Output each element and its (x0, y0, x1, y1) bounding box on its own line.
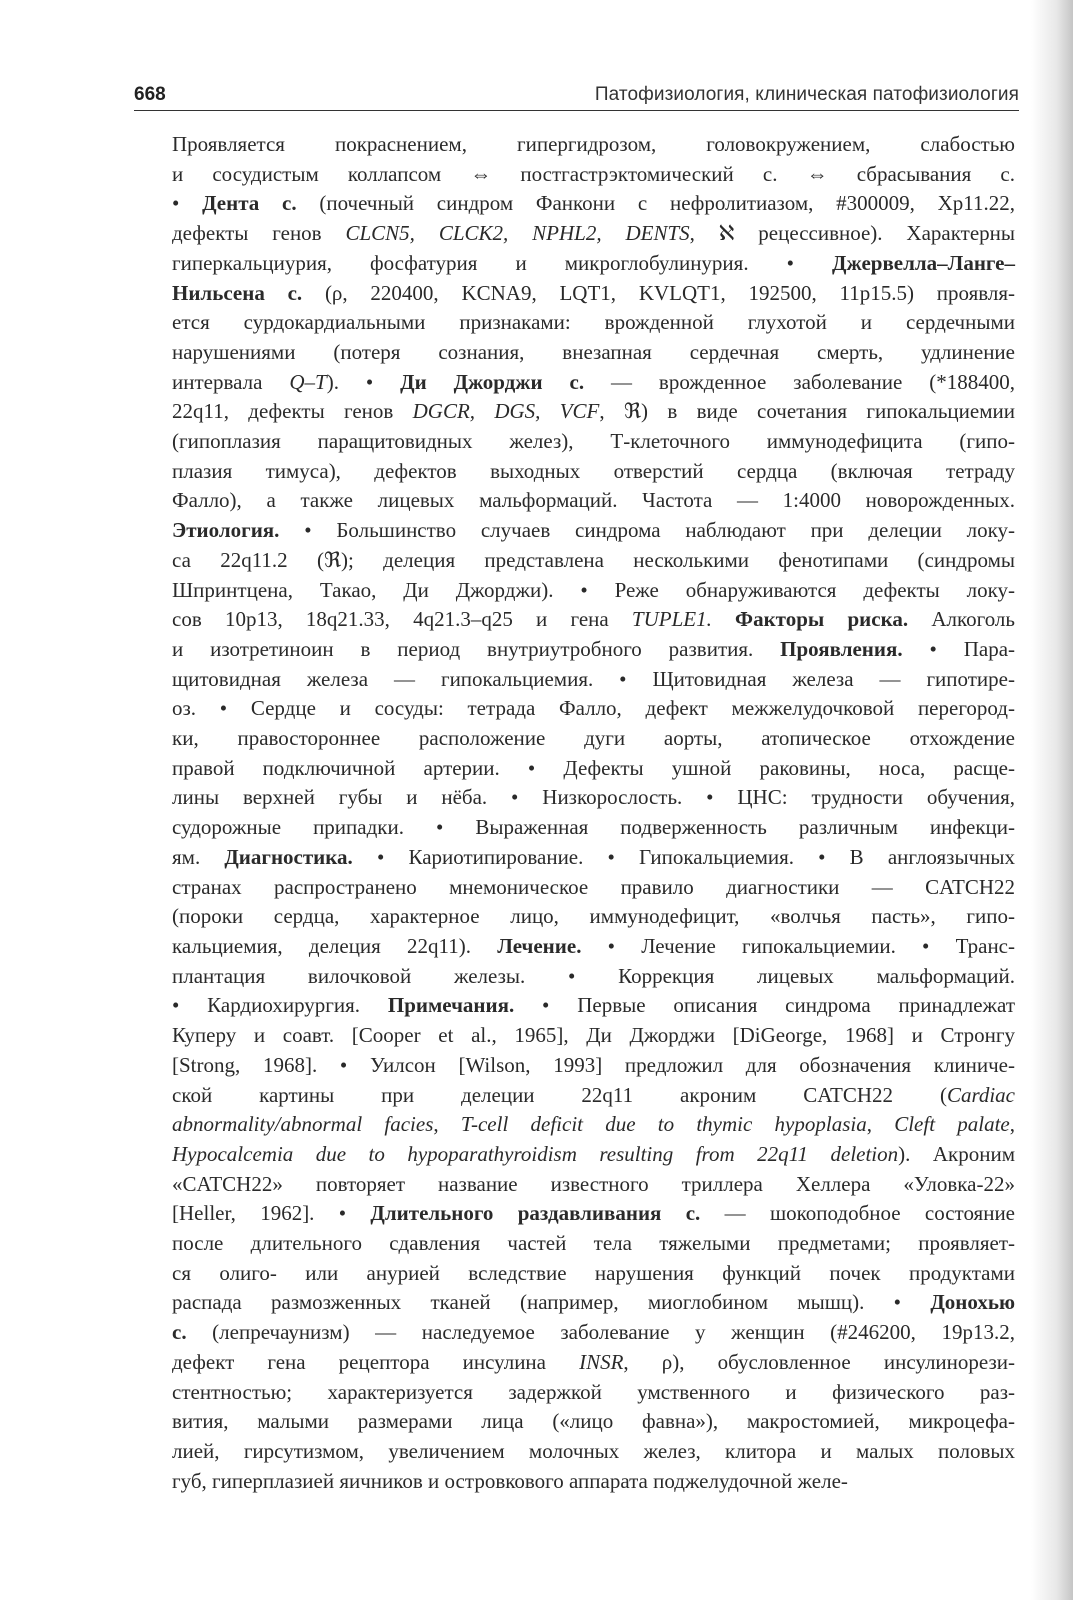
text-line (172, 219, 1015, 249)
bold-term: Этиология. (172, 518, 280, 543)
text-run: и изотретиноин в период внутриутробного развития. (172, 636, 781, 661)
italic-term: T-cell deficit due to thymic hypoplasia (460, 1112, 867, 1137)
text-line (172, 991, 1015, 1021)
text-run: лины верхней губы и нёба. • Низкорослость. • ЦНС: трудности обучения, (172, 785, 1015, 810)
text-run: , ℜ) в виде сочетания гипокальциемии (599, 399, 1015, 424)
text-run: губ, гиперплазией яичников и островкового аппарата поджелудочной желе- (172, 1468, 848, 1493)
text-run: , (1009, 1112, 1016, 1137)
text-line (172, 1199, 1015, 1229)
text-run: Куперу и соавт. [Cooper et al., 1965], Ди Джорджи [DiGeorge, 1968] и Стронгу (172, 1023, 1015, 1048)
text-line (172, 576, 1015, 606)
bold-term: Диагностика. (224, 844, 353, 869)
text-run: — шокоподобное состояние (700, 1201, 1016, 1226)
italic-term: Q–T (289, 369, 327, 394)
text-run: (пороки сердца, характерное лицо, иммунодефицит, «волчья пасть», гипо- (172, 904, 1015, 929)
text-line (172, 932, 1015, 962)
text-run: • Пара- (902, 636, 1016, 661)
text-run: (гипоплазия паращитовидных желез), Т-клеточного иммунодефицита (гипо- (172, 429, 1015, 454)
text-run: Шпринтцена, Такао, Ди Джорджи). • Реже обнаруживаются дефекты локу- (172, 577, 1015, 602)
bold-term: Проявления. (780, 636, 903, 661)
body-text (172, 130, 1015, 1496)
text-run: Фалло), а также лицевых мальформаций. Частота — 1:4000 новорожденных. (172, 488, 1015, 513)
text-run: ). Акроним (898, 1141, 1015, 1166)
text-line (172, 783, 1015, 813)
italic-term: abnormality/abnormal facies (172, 1112, 434, 1137)
text-run: • Большинство случаев синдрома наблюдают при делеции локу- (279, 518, 1015, 543)
text-line (172, 962, 1015, 992)
text-line (172, 1318, 1015, 1348)
text-run: сов 10p13, 18q21.33, 4q21.3–q25 и гена (172, 607, 632, 632)
text-run: [Strong, 1968]. • Уилсон [Wilson, 1993] предложил для обозначения клиниче- (172, 1052, 1015, 1077)
text-line (172, 427, 1015, 457)
text-line (172, 843, 1015, 873)
text-run: • (172, 191, 203, 216)
text-line (172, 813, 1015, 843)
text-line (172, 902, 1015, 932)
text-line (172, 873, 1015, 903)
text-run: лией, гирсутизмом, увеличением молочных желез, клитора и малых половых (172, 1438, 1015, 1463)
bold-term: Факторы риска. (735, 607, 909, 632)
text-run: и сосудистым коллапсом ⇔ постгастрэктомический с. ⇔ сбрасывания с. (172, 161, 1015, 186)
text-line (172, 249, 1015, 279)
text-run: ся олиго- или анурией вследствие нарушения функций почек продуктами (172, 1260, 1015, 1285)
italic-term: INSR (579, 1349, 624, 1374)
text-run: • Кардиохирургия. (172, 993, 388, 1018)
text-line (172, 516, 1015, 546)
text-run: Проявляется покраснением, гипергидрозом, головокружением, слабостью (172, 132, 1015, 156)
text-run: нарушениями (потеря сознания, внезапная сердечная смерть, удлинение (172, 339, 1015, 364)
text-run: плазия тимуса), дефектов выходных отверстий сердца (включая тетраду (172, 458, 1015, 483)
text-line (172, 1467, 1015, 1497)
text-run: щитовидная железа — гипокальциемия. • Щитовидная железа — гипотире- (172, 666, 1015, 691)
text-line (172, 665, 1015, 695)
text-line (172, 1110, 1015, 1140)
text-run: интервала (172, 369, 290, 394)
text-run: ). • (326, 369, 401, 394)
text-line (172, 130, 1015, 160)
running-head: Патофизиология, клиническая патофизиология (594, 84, 1019, 105)
text-line (172, 1021, 1015, 1051)
text-run: гиперкальциурия, фосфатурия и микроглобулинурия. • (172, 250, 833, 275)
text-run: , ℵ рецессивное). Характерны (689, 221, 1016, 246)
text-line (172, 1378, 1015, 1408)
text-line (172, 1229, 1015, 1259)
text-run: • Кариотипирование. • Гипокальциемия. • В англоязычных (352, 844, 1015, 869)
text-run: (лепречаунизм) — наследуемое заболевание у женщин (#246200, 19p13.2, (186, 1320, 1015, 1345)
page-number: 668 (134, 84, 166, 105)
text-run: судорожные припадки. • Выраженная подверженность различным инфекци- (172, 815, 1015, 840)
bold-term: Дента с. (202, 191, 297, 216)
text-line (172, 724, 1015, 754)
text-run: кальциемия, делеция 22q11). (172, 933, 498, 958)
text-run: , (866, 1112, 895, 1137)
text-line (172, 1437, 1015, 1467)
italic-term: Hypocalcemia due to hypoparathyroidism resulting from 22q11 deletion (172, 1141, 899, 1166)
text-run: плантация вилочковой железы. • Коррекция лицевых мальформаций. (172, 963, 1015, 988)
text-run: ется сурдокардиальными признаками: врожденной глухотой и сердечными (172, 310, 1015, 335)
text-run (712, 607, 735, 631)
italic-term: CLCN5, CLCK2, NPHL2, DENTS (345, 221, 690, 246)
text-run: са 22q11.2 (ℜ); делеция представлена несколькими фенотипами (синдромы (172, 547, 1015, 572)
text-run: • Лечение гипокальциемии. • Транс- (581, 933, 1015, 958)
text-run: дефект гена рецептора инсулина (172, 1349, 580, 1374)
text-line (172, 279, 1015, 309)
text-run: • Первые описания синдрома принадлежат (514, 993, 1016, 1018)
text-run: дефекты генов (172, 221, 346, 246)
text-run: ской картины при делеции 22q11 акроним CATCH22 ( (172, 1082, 947, 1107)
text-run: оз. • Сердце и сосуды: тетрада Фалло, дефект межжелудочковой перегород- (172, 696, 1015, 721)
text-run: (почечный синдром Фанкони с нефролитиазом, #300009, Xp11.22, (296, 191, 1015, 216)
text-line (172, 1259, 1015, 1289)
text-run: Алкоголь (908, 607, 1015, 632)
bold-term: Нильсена с. (172, 280, 303, 305)
bold-term: Длительного раздавливания с. (370, 1201, 701, 1226)
text-line (172, 308, 1015, 338)
text-run: , (433, 1112, 461, 1137)
text-line (172, 486, 1015, 516)
text-line (172, 397, 1015, 427)
text-line (172, 635, 1015, 665)
text-run: 22q11, дефекты генов (172, 399, 413, 424)
text-line (172, 457, 1015, 487)
bold-term: Лечение. (497, 933, 582, 958)
bold-term: Донохью (930, 1290, 1015, 1315)
text-run: «CATCH22» повторяет название известного триллера Хеллера «Уловка-22» (172, 1171, 1015, 1196)
text-run: странах распространено мнемоническое правило диагностики — CATCH22 (172, 874, 1015, 899)
text-run: ки, правостороннее расположение дуги аорты, атопическое отхождение (172, 726, 1015, 751)
text-run: [Heller, 1962]. • (172, 1201, 371, 1226)
text-run: , ρ), обусловленное инсулинорези- (623, 1349, 1015, 1374)
text-line (172, 546, 1015, 576)
italic-term: TUPLE1. (631, 607, 712, 632)
text-run: (ρ, 220400, KCNA9, LQT1, KVLQT1, 192500, 11p15.5) проявля- (302, 280, 1016, 305)
text-line (172, 1348, 1015, 1378)
text-run: стентностью; характеризуется задержкой умственного и физического раз- (172, 1379, 1015, 1404)
text-line (172, 1140, 1015, 1170)
text-line (172, 160, 1015, 190)
text-run: вития, малыми размерами лица («лицо фавна»), макростомией, микроцефа- (172, 1409, 1015, 1434)
page-header (134, 84, 1019, 111)
text-run: — врожденное заболевание (*188400, (584, 369, 1016, 394)
text-run: распада размозженных тканей (например, миоглобином мышц). • (172, 1290, 931, 1315)
bold-term: Джервелла–Ланге– (832, 250, 1015, 275)
text-run: правой подключичной артерии. • Дефекты ушной раковины, носа, расще- (172, 755, 1015, 780)
text-line (172, 189, 1015, 219)
text-run: после длительного сдавления частей тела тяжелыми предметами; проявляет- (172, 1231, 1015, 1256)
page-edge-shadow (1031, 0, 1073, 1600)
text-line (172, 338, 1015, 368)
text-line (172, 1407, 1015, 1437)
text-line (172, 754, 1015, 784)
italic-term: Cleft palate (894, 1112, 1010, 1137)
italic-term: DGCR, DGS, VCF (412, 399, 600, 424)
text-line (172, 694, 1015, 724)
text-line (172, 368, 1015, 398)
text-line (172, 605, 1015, 635)
text-line (172, 1081, 1015, 1111)
text-line (172, 1288, 1015, 1318)
text-line (172, 1170, 1015, 1200)
bold-term: Примечания. (387, 993, 515, 1018)
bold-term: с. (172, 1320, 187, 1345)
bold-term: Ди Джорджи с. (400, 369, 585, 394)
text-line (172, 1051, 1015, 1081)
italic-term: Cardiac (946, 1082, 1015, 1107)
text-run: ям. (172, 844, 225, 869)
